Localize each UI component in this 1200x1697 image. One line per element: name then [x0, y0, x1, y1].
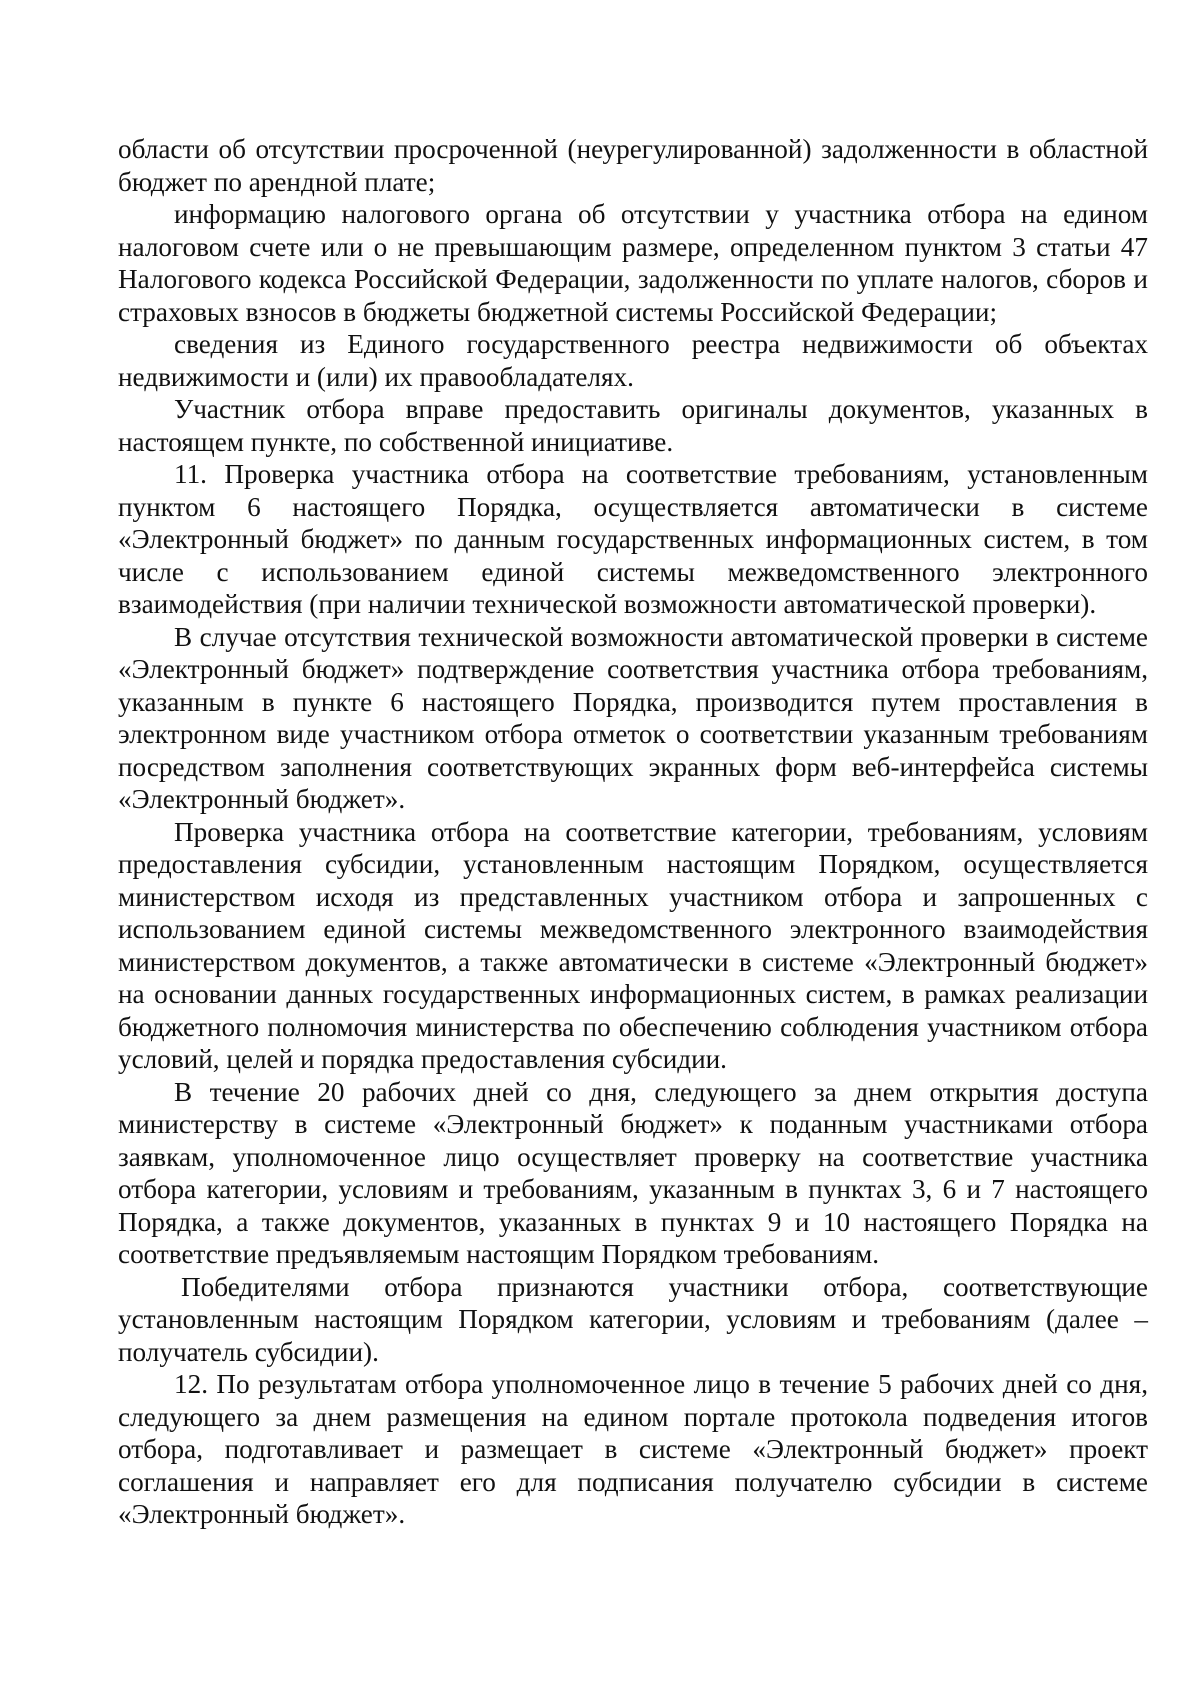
- paragraph-8: В течение 20 рабочих дней со дня, следующего за днем открытия доступа министерству в системе «Электронный бюджет» к поданным участниками отбора заявкам, уполномоченное лицо осуществляет проверку на соответствие участника отбора категории, условиям и требованиям, указанным в пунктах 3, 6 и 7 настоящего Порядка, а также документов, указанных в пунктах 9 и 10 настоящего Порядка на соответствие предъявляемым настоящим Порядком требованиям.: [118, 1076, 1148, 1269]
- document-page: [118, 133, 1148, 1531]
- paragraph-4: Участник отбора вправе предоставить оригиналы документов, указанных в настоящем пункте, по собственной инициативе.: [118, 394, 1148, 457]
- paragraph-10: 12. По результатам отбора уполномоченное лицо в течение 5 рабочих дней со дня, следующего за днем размещения на едином портале протокола подведения итогов отбора, подготавливает и размещает в системе «Электронный бюджет» проект соглашения и направляет его для подписания получателю субсидии в системе «Электронный бюджет».: [118, 1369, 1148, 1529]
- paragraph-9: Победителями отбора признаются участники отбора, соответствующие установленным настоящим Порядком категории, условиям и требованиям (далее – получатель субсидии).: [118, 1271, 1148, 1367]
- paragraph-1: области об отсутствии просроченной (неурегулированной) задолженности в областной бюджет по арендной плате;: [118, 134, 1148, 197]
- paragraph-6: В случае отсутствия технической возможности автоматической проверки в системе «Электронный бюджет» подтверждение соответствия участника отбора требованиям, указанным в пункте 6 настоящего Порядка, производится путем проставления в электронном виде участником отбора отметок о соответствии указанным требованиям посредством заполнения соответствующих экранных форм веб-интерфейса системы «Электронный бюджет».: [118, 621, 1148, 814]
- paragraph-7: Проверка участника отбора на соответствие категории, требованиям, условиям предоставления субсидии, установленным настоящим Порядком, осуществляется министерством исходя из представленных участником отбора и запрошенных с использованием единой системы межведомственного электронного взаимодействия министерством документов, а также автоматически в системе «Электронный бюджет» на основании данных государственных информационных систем, в рамках реализации бюджетного полномочия министерства по обеспечению соблюдения участником отбора условий, целей и порядка предоставления субсидии.: [118, 816, 1148, 1074]
- paragraph-5: 11. Проверка участника отбора на соответствие требованиям, установленным пунктом 6 настоящего Порядка, осуществляется автоматически в системе «Электронный бюджет» по данным государственных информационных систем, в том числе с использованием единой системы межведомственного электронного взаимодействия (при наличии технической возможности автоматической проверки).: [118, 459, 1148, 619]
- paragraph-3: сведения из Единого государственного реестра недвижимости об объектах недвижимости и (или) их правообладателях.: [118, 329, 1148, 392]
- paragraph-2: информацию налогового органа об отсутствии у участника отбора на едином налоговом счете или о не превышающим размере, определенном пунктом 3 статьи 47 Налогового кодекса Российской Федерации, задолженности по уплате налогов, сборов и страховых взносов в бюджеты бюджетной системы Российской Федерации;: [118, 199, 1148, 327]
